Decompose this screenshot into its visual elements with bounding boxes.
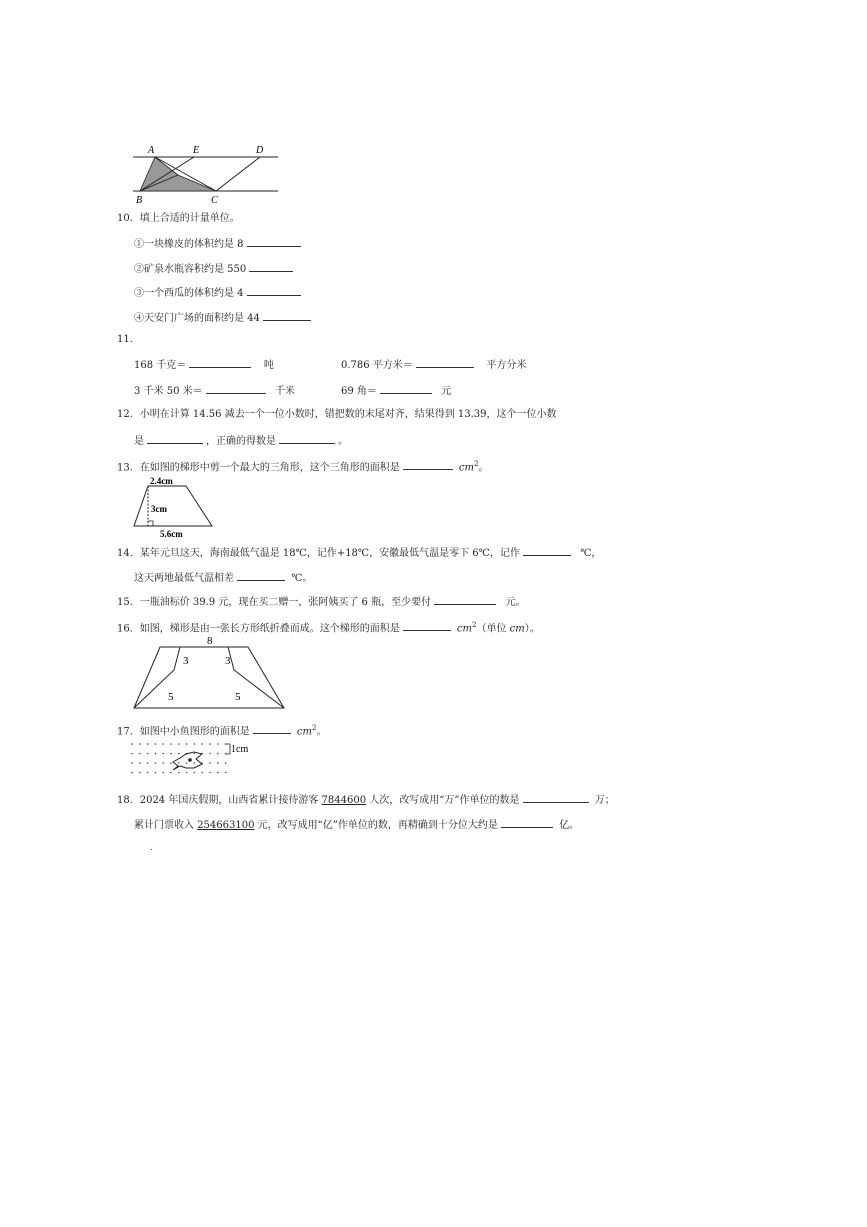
q14-line1 <box>117 546 601 560</box>
grid-dot <box>170 772 172 774</box>
q13-stem: 13．在如图的梯形中剪一个最大的三角形，这个三角形的面积是 $cm^2$。 <box>117 460 489 474</box>
q13-height-label: 3cm <box>151 504 167 514</box>
grid-dot <box>194 762 196 764</box>
answer-blank[interactable] <box>147 434 203 444</box>
q18-text-e: 元，改写成用“亿”作单位的数，再精确到十分位大约是 <box>257 820 498 831</box>
grid-dot <box>217 762 219 764</box>
q13-trapezoid-figure <box>128 474 223 542</box>
q13-bottom-label: 5.6cm <box>160 529 183 539</box>
q16-stem: 16．如图，梯形是由一张长方形纸折叠而成。这个梯形的面积是 $cm^2$（单位 cm）。 <box>117 621 540 635</box>
q16-left-upper-label: 3 <box>183 655 189 667</box>
q16-tail: （单位 <box>476 623 510 635</box>
q16-unit: cm <box>456 623 473 635</box>
q11-d-unit: 元 <box>441 386 452 397</box>
grid-dot <box>139 772 141 774</box>
answer-blank[interactable] <box>380 384 432 394</box>
q10-item-text: ④天安门广场的面积约是 44 <box>134 313 260 324</box>
grid-dot <box>209 753 211 755</box>
q14-line2 <box>134 571 312 585</box>
fish-eye <box>188 758 192 762</box>
grid-dot <box>131 772 133 774</box>
q17-tail: 。 <box>316 726 327 738</box>
answer-blank[interactable] <box>206 384 266 394</box>
q16-folded-trapezoid-figure <box>130 634 290 714</box>
grid-dot <box>131 743 133 745</box>
q10-item-text: ①一块橡皮的体积约是 8 <box>134 239 244 250</box>
q16-left-lower-label: 5 <box>168 691 174 703</box>
q12-line1: 12．小明在计算 14.56 减去一个一位小数时，错把数的末尾对齐，结果得到 13.39，这个一位小数 <box>117 409 557 420</box>
label-d: D <box>256 145 264 156</box>
q18-text-a: 18．2024 年国庆假期，山西省累计接待游客 <box>117 795 319 806</box>
q16-right-upper-label: 3 <box>225 655 231 667</box>
q11-c-left: 3 千米 50 米＝ <box>134 386 203 397</box>
answer-blank[interactable] <box>247 237 301 247</box>
q13-text: 13．在如图的梯形中剪一个最大的三角形，这个三角形的面积是 <box>117 462 400 474</box>
grid-dot <box>155 753 157 755</box>
grid-dot <box>217 772 219 774</box>
q12-text-a: 是 <box>134 436 144 447</box>
grid-dot <box>194 772 196 774</box>
grid-dot <box>162 753 164 755</box>
grid-dot <box>209 762 211 764</box>
q11-a-left: 168 千克＝ <box>134 360 187 371</box>
q11-d <box>341 384 451 398</box>
grid-dot <box>170 762 172 764</box>
q16-tail-end: ）。 <box>524 623 540 635</box>
q13-unit: cm <box>458 462 475 474</box>
q14-unit2: ℃。 <box>291 573 313 584</box>
grid-dot <box>162 772 164 774</box>
q12-text-b: ，正确的得数是 <box>206 436 276 447</box>
q18-text-d: 累计门票收入 <box>134 820 194 831</box>
answer-blank[interactable] <box>523 793 589 803</box>
q11-b <box>341 358 526 372</box>
answer-blank[interactable] <box>403 621 451 631</box>
q17-scale-label: 1cm <box>231 744 249 755</box>
q12-line2 <box>134 434 348 448</box>
q11-number: 11． <box>117 334 140 345</box>
q16-right-lower-label: 5 <box>235 691 241 703</box>
q11-a-unit: 吨 <box>263 360 274 371</box>
grid-dot <box>217 753 219 755</box>
q10-item-2 <box>134 262 296 276</box>
q18-num1: 7844600 <box>321 795 367 806</box>
q10-item-4 <box>134 311 314 325</box>
q10-item-1 <box>134 237 304 251</box>
grid-dot <box>209 743 211 745</box>
q18-line2 <box>134 818 579 832</box>
q18-text-b: 人次，改写成用“万”作单位的数是 <box>369 795 520 806</box>
grid-dot <box>186 772 188 774</box>
answer-blank[interactable] <box>434 595 496 605</box>
grid-dot <box>155 772 157 774</box>
grid-dot <box>139 753 141 755</box>
label-e: E <box>193 145 200 156</box>
q18-line1 <box>117 793 615 807</box>
q11-c-unit: 千米 <box>274 386 295 397</box>
q17-text: 17．如图中小鱼图形的面积是 <box>117 726 250 738</box>
q13-tail: 。 <box>478 462 489 474</box>
label-c: C <box>211 195 218 206</box>
grid-dot <box>201 743 203 745</box>
grid-dot <box>170 743 172 745</box>
q14-text1: 14．某年元旦这天，海南最低气温是 18℃，记作+18℃，安徽最低气温是零下 6℃，记作 <box>117 548 520 559</box>
q10-item-3 <box>134 286 304 300</box>
grid-dot <box>147 743 149 745</box>
q11-b-left: 0.786 平方米＝ <box>341 360 413 371</box>
grid-dot <box>131 762 133 764</box>
answer-blank[interactable] <box>249 262 293 272</box>
q10-item-text: ②矿泉水瓶容积约是 550 <box>134 264 247 275</box>
grid-dot <box>147 762 149 764</box>
grid-dot <box>194 743 196 745</box>
q18-text-c: 万； <box>594 795 615 806</box>
q11-c <box>134 384 295 398</box>
answer-blank[interactable] <box>189 358 251 368</box>
q12-text-c: 。 <box>338 436 348 447</box>
q10-stem: 10．填上合适的计量单位。 <box>117 213 240 224</box>
grid-dot <box>139 762 141 764</box>
answer-blank[interactable] <box>263 311 311 321</box>
grid-dot <box>170 753 172 755</box>
answer-blank[interactable] <box>237 571 285 581</box>
q17-stem: 17．如图中小鱼图形的面积是 $cm^2$。 <box>117 724 327 738</box>
q14-text2: 这天两地最低气温相差 <box>134 573 234 584</box>
answer-blank[interactable] <box>523 546 571 556</box>
answer-blank[interactable] <box>279 434 335 444</box>
q11-d-left: 69 角＝ <box>341 386 377 397</box>
label-a: A <box>148 145 155 156</box>
grid-dot <box>225 762 227 764</box>
q15 <box>117 595 525 609</box>
q13-top-label: 2.4cm <box>150 476 173 486</box>
stray-dot: . <box>150 843 153 852</box>
grid-dot <box>209 772 211 774</box>
q14-unit1: ℃， <box>580 548 602 559</box>
answer-blank[interactable] <box>416 358 474 368</box>
grid-dot <box>178 772 180 774</box>
answer-blank[interactable] <box>403 460 453 470</box>
q17-fish-figure <box>128 740 263 782</box>
grid-dot <box>186 743 188 745</box>
q10-item-text: ③一个西瓜的体积约是 4 <box>134 288 244 299</box>
grid-dot <box>178 762 180 764</box>
q11-a <box>134 358 274 372</box>
q16-tail-unit: cm <box>509 623 525 635</box>
grid-dot <box>155 762 157 764</box>
answer-blank[interactable] <box>501 818 553 828</box>
grid-dot <box>162 762 164 764</box>
grid-dot <box>147 753 149 755</box>
grid-dot <box>155 743 157 745</box>
q17-unit: cm <box>296 726 313 738</box>
grid-dot <box>225 772 227 774</box>
answer-blank[interactable] <box>253 724 291 734</box>
answer-blank[interactable] <box>247 286 301 296</box>
q18-num2: 254663100 <box>197 820 255 831</box>
q9-figure <box>128 142 288 206</box>
q18-text-f: 亿。 <box>559 820 580 831</box>
q11-b-unit: 平方分米 <box>486 360 527 371</box>
q15-unit: 元。 <box>505 597 526 608</box>
grid-dot <box>178 743 180 745</box>
label-b: B <box>136 195 143 206</box>
grid-dot <box>131 753 133 755</box>
grid-dot <box>194 753 196 755</box>
q16-text: 16．如图，梯形是由一张长方形纸折叠而成。这个梯形的面积是 <box>117 623 400 635</box>
grid-dot <box>147 772 149 774</box>
grid-dot <box>186 762 188 764</box>
q16-top-label: 8 <box>207 635 213 647</box>
grid-dot <box>201 772 203 774</box>
grid-dot <box>217 743 219 745</box>
q15-text: 15．一瓶油标价 39.9 元，现在买二赠一，张阿姨买了 6 瓶，至少要付 <box>117 597 432 608</box>
grid-dot <box>139 743 141 745</box>
grid-dot <box>162 743 164 745</box>
grid-dot <box>178 753 180 755</box>
